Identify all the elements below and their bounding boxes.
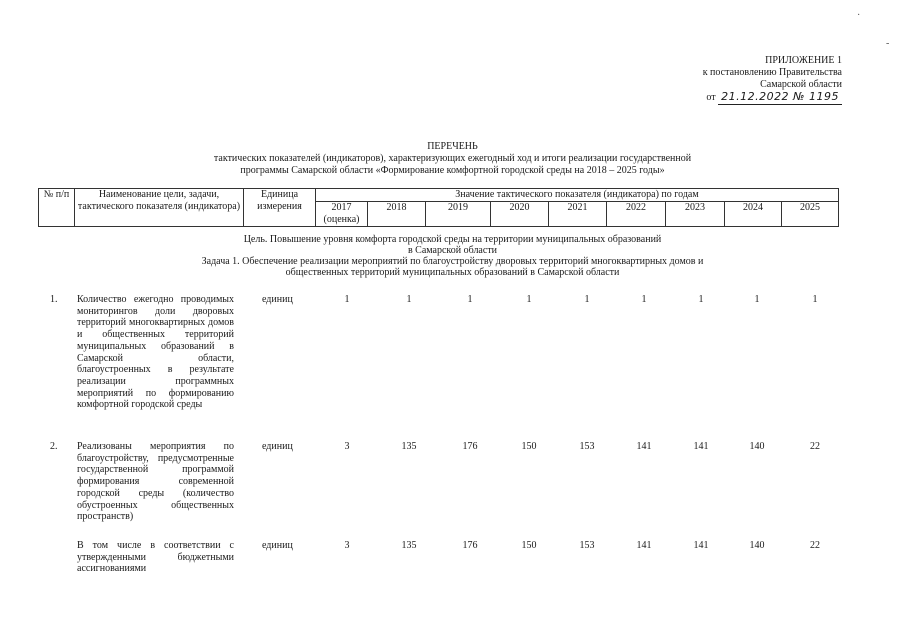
- appendix-date-line: [703, 91, 842, 105]
- indicator-table-header: [38, 188, 839, 227]
- header-year-2023: 2023: [666, 202, 725, 227]
- header-year-2017: 2017 (оценка): [316, 202, 368, 227]
- row-value-2021: 1: [584, 294, 590, 305]
- header-year-2025: 2025: [782, 202, 839, 227]
- row-value-2018: 135: [401, 441, 417, 452]
- row-value-2025: 22: [810, 441, 820, 452]
- row-value-2023: 141: [693, 540, 709, 551]
- header-year-2024: 2024: [725, 202, 782, 227]
- row-value-2025: 22: [810, 540, 820, 551]
- row-value-2017: 3: [344, 540, 350, 551]
- row-value-2019: 1: [467, 294, 473, 305]
- appendix-resolution: к постановлению Правительства: [702, 67, 842, 78]
- header-year-2021: 2021: [549, 202, 607, 227]
- row-value-2018: 135: [401, 540, 417, 551]
- row-unit: единиц: [262, 441, 293, 452]
- row-value-2023: 1: [698, 294, 704, 305]
- row-value-2025: 1: [812, 294, 818, 305]
- row-num: 1.: [50, 294, 58, 305]
- goal-block: [0, 234, 905, 278]
- row-value-2024: 140: [749, 441, 765, 452]
- header-year-2018: 2018: [368, 202, 426, 227]
- row-value-2019: 176: [462, 540, 478, 551]
- row-value-2020: 150: [521, 540, 537, 551]
- title-heading: ПЕРЕЧЕНЬ: [427, 141, 478, 152]
- header-year-2020: 2020: [491, 202, 549, 227]
- row-text: Количество ежегодно проводимых мониторингов доли дворовых территорий многоквартирных домов и общественных территорий муниципальных образований в Самарской области, благоустроенных в результате реализации программных мероприятий по формированию комфортной городской среды: [77, 294, 234, 411]
- row-value-2024: 140: [749, 540, 765, 551]
- row-value-2020: 150: [521, 441, 537, 452]
- table-row: [0, 294, 905, 424]
- title-subtitle-1: тактических показателей (индикаторов), характеризующих ежегодный ход и итоги реализации государственной: [213, 153, 692, 164]
- row-value-2017: 3: [344, 441, 350, 452]
- table-row: [0, 441, 905, 531]
- row-value-2020: 1: [526, 294, 532, 305]
- scan-mark: -: [886, 38, 890, 49]
- row-value-2017: 1: [344, 294, 350, 305]
- goal-line-2: в Самарской области: [407, 245, 498, 256]
- scan-mark: ·: [857, 10, 861, 21]
- row-value-2019: 176: [462, 441, 478, 452]
- appendix-title: ПРИЛОЖЕНИЕ 1: [765, 55, 842, 66]
- header-num: № п/п: [39, 189, 75, 227]
- row-text: В том числе в соответствии с утвержденными бюджетными ассигнованиями: [77, 540, 234, 575]
- row-value-2021: 153: [579, 540, 595, 551]
- header-unit: Единица измерения: [244, 189, 316, 227]
- row-value-2018: 1: [406, 294, 412, 305]
- task-line-1: Задача 1. Обеспечение реализации мероприятий по благоустройству дворовых территорий многоквартирных домов и: [201, 256, 704, 267]
- header-year-2019: 2019: [426, 202, 491, 227]
- row-value-2022: 141: [636, 540, 652, 551]
- header-year-2022: 2022: [607, 202, 666, 227]
- row-num: 2.: [50, 441, 58, 452]
- appendix-date-underline: [718, 91, 842, 105]
- row-unit: единиц: [262, 540, 293, 551]
- header-name: Наименование цели, задачи, тактического показателя (индикатора): [75, 189, 244, 227]
- row-value-2024: 1: [754, 294, 760, 305]
- appendix-block: [703, 55, 842, 105]
- goal-line-1: Цель. Повышение уровня комфорта городской среды на территории муниципальных образований: [243, 234, 662, 245]
- row-text: Реализованы мероприятия по благоустройству, предусмотренные государственной программой формирования современной городской среды (количество обустроенных общественных пространств): [77, 441, 234, 523]
- appendix-date-prefix: от: [706, 92, 716, 103]
- row-value-2022: 1: [641, 294, 647, 305]
- appendix-date-value: 21.12.2022 № 1195: [721, 90, 839, 103]
- row-value-2022: 141: [636, 441, 652, 452]
- header-values-title: Значение тактического показателя (индикатора) по годам: [316, 189, 839, 202]
- task-line-2: общественных территорий муниципальных образований в Самарской области: [285, 267, 620, 278]
- table-row: [0, 540, 905, 580]
- title-subtitle-2: программы Самарской области «Формирование комфортной городской среды на 2018 – 2025 годы»: [240, 165, 665, 176]
- row-value-2021: 153: [579, 441, 595, 452]
- row-value-2023: 141: [693, 441, 709, 452]
- document-title: [0, 141, 905, 177]
- appendix-region: Самарской области: [760, 79, 842, 90]
- row-unit: единиц: [262, 294, 293, 305]
